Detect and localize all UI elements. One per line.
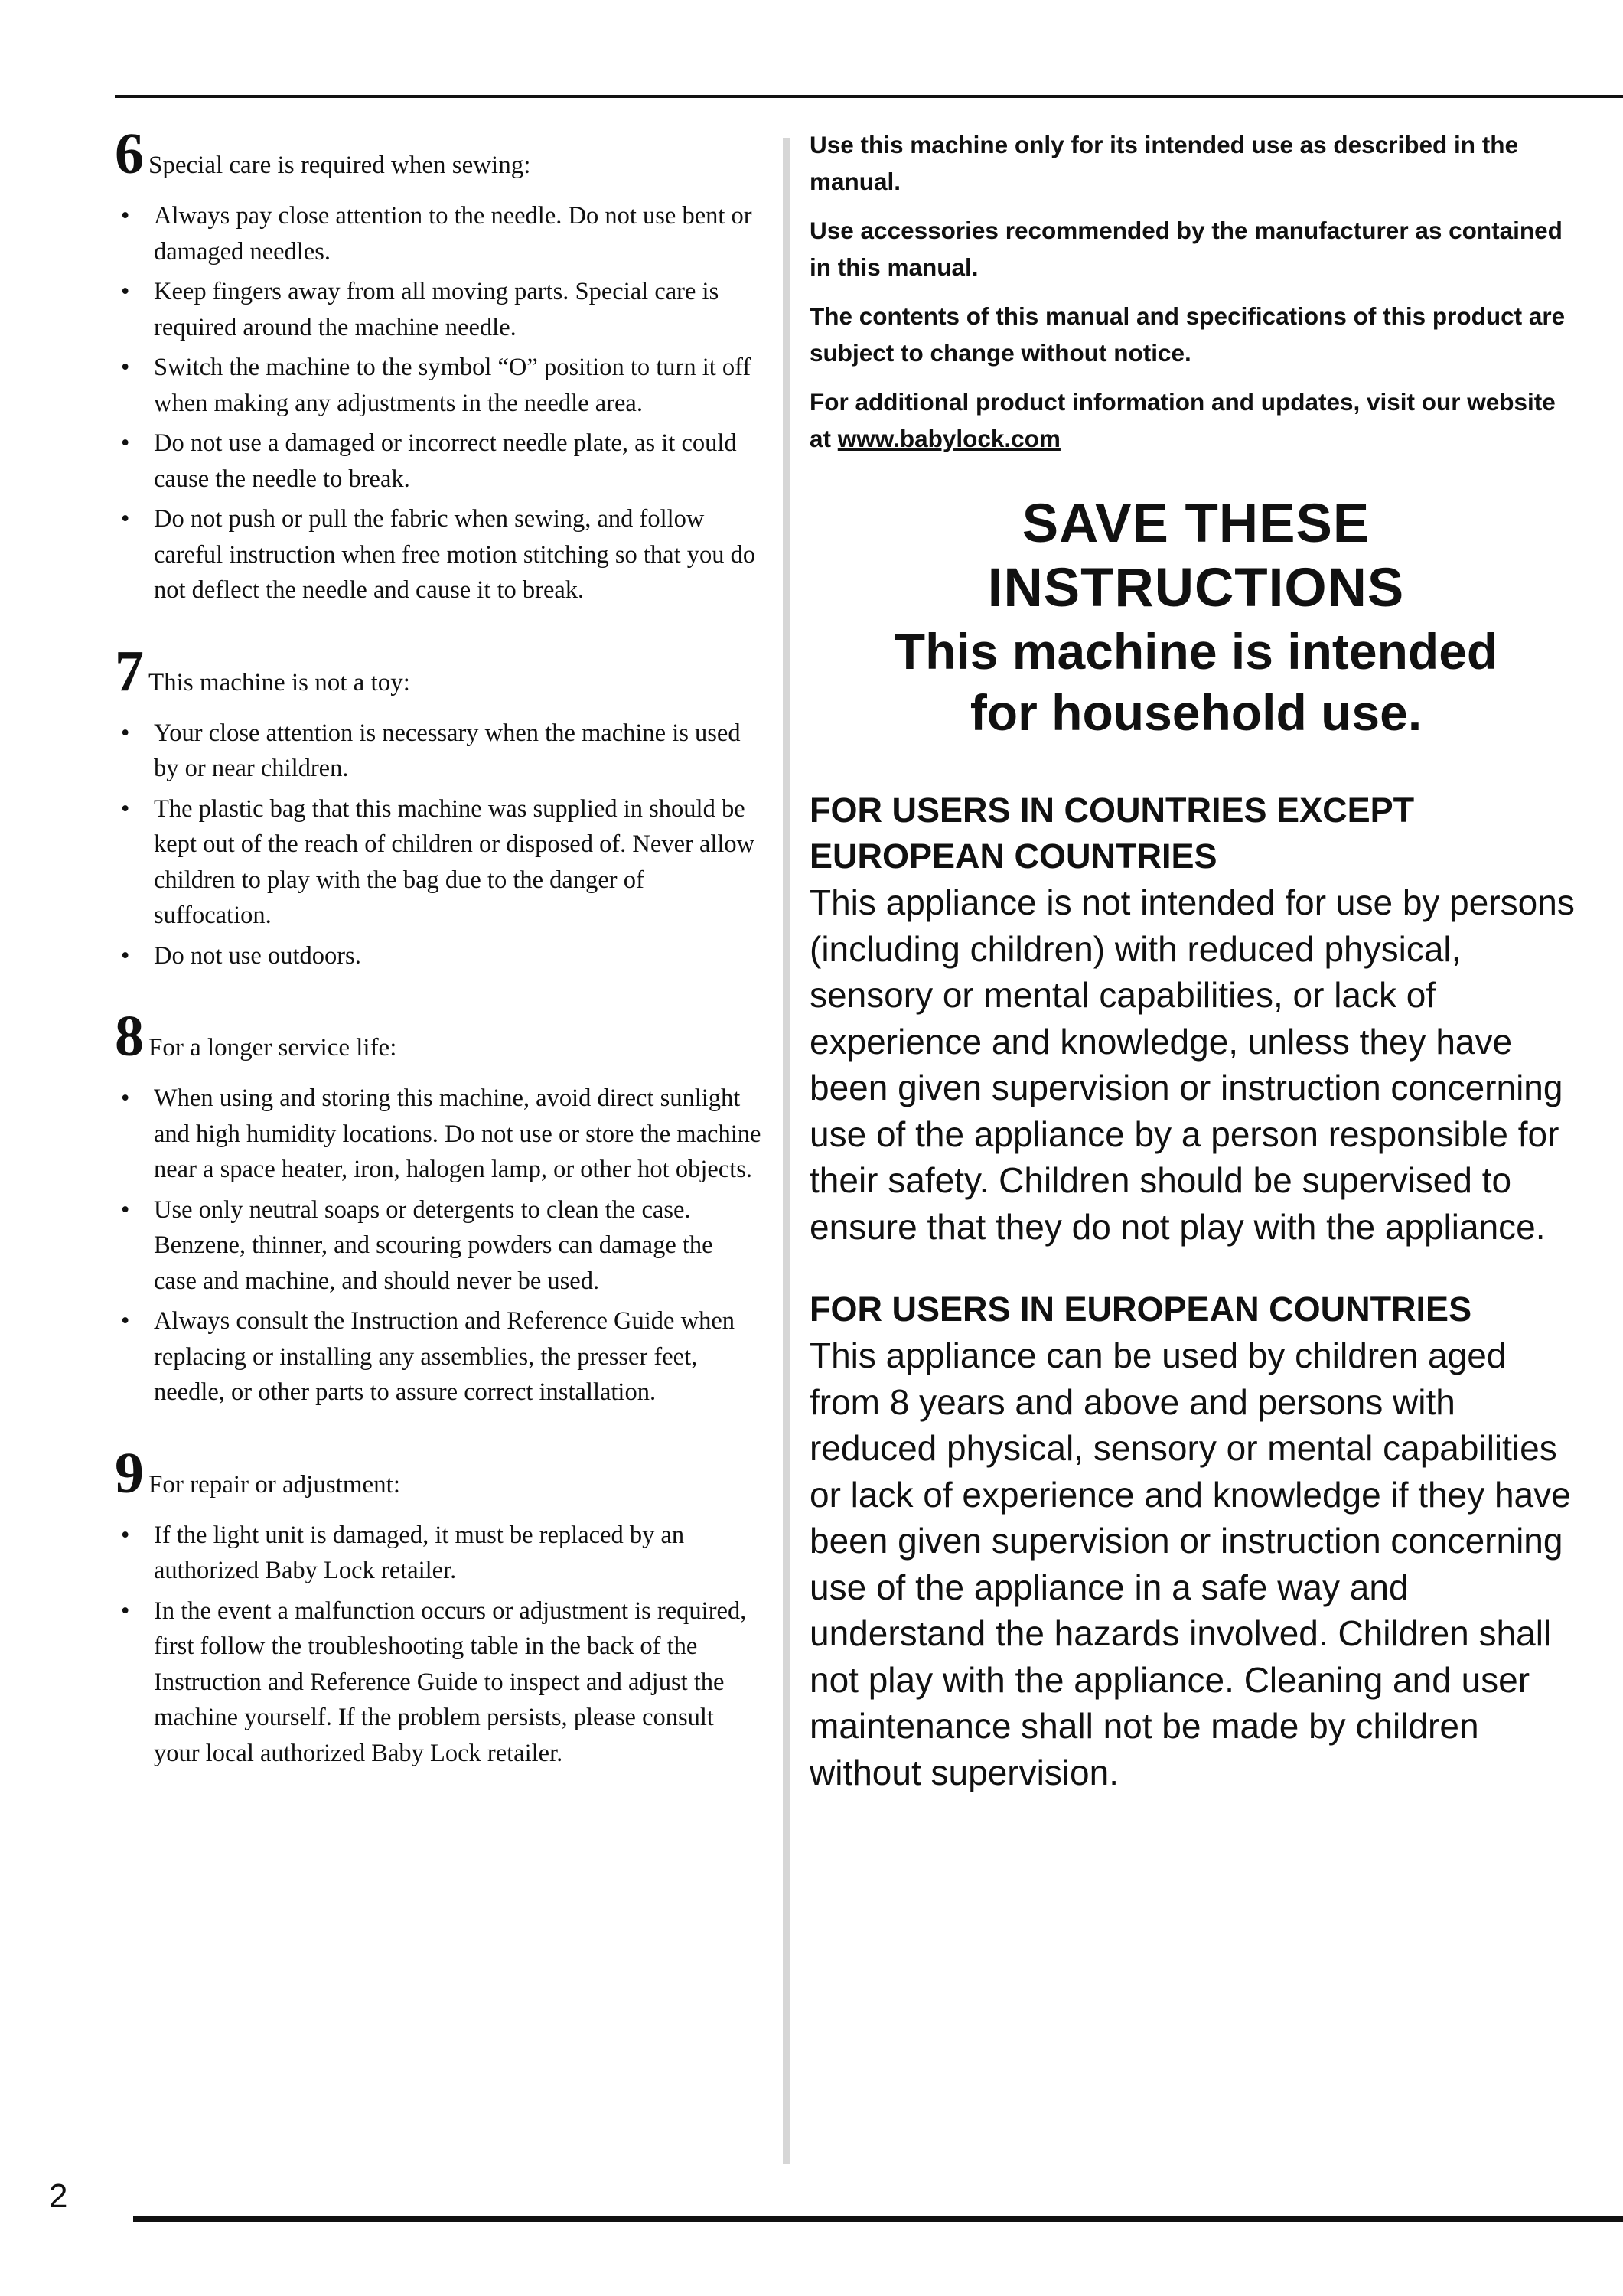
section-number: 8 [115,1004,144,1068]
change-notice: The contents of this manual and specifications of this product are subject to change without notice. [810,302,1566,367]
bullet-icon: • [121,202,130,230]
section-number: 7 [115,638,144,703]
european-users-block [810,1287,1582,1795]
right-column [810,126,1582,1832]
bullet-icon: • [121,429,130,457]
section-title: For repair or adjustment: [148,1470,401,1499]
list-item [115,198,761,269]
section-9 [115,1440,761,1772]
section-8 [115,1004,761,1411]
section-number: 6 [115,122,144,186]
list-item [115,501,761,608]
european-body: This appliance can be used by children aged from 8 years and above and persons with reduced physical, sensory or mental capabilities or lack of experience and knowledge if they have been given supervision or instruction concerning use of the appliance in a safe way and understand the hazards involved. Children shall not play with the appliance. Cleaning and user maintenance shall not be made by children without supervision. [810,1336,1571,1792]
list-item [115,791,761,934]
left-column [115,122,761,1806]
bullet-icon: • [121,505,130,533]
list-item [115,716,761,787]
bullet-list [115,716,761,974]
section-number: 9 [115,1440,144,1505]
section-heading [115,1004,761,1068]
list-item [115,426,761,497]
list-item [115,1518,761,1589]
section-title: For a longer service life: [148,1034,397,1062]
bullet-list [115,1081,761,1411]
non-european-users-block [810,788,1582,1250]
usage-note: Use this machine only for its intended use as described in the manual. [810,131,1518,195]
bullet-icon: • [121,719,130,747]
list-item [115,350,761,421]
section-title: Special care is required when sewing: [148,152,531,179]
bullet-icon: • [121,1307,130,1335]
list-item-text: Switch the machine to the symbol “O” position to turn it off when making any adjustments in the needle area. [154,354,751,417]
list-item-text: Always pay close attention to the needle. Do not use bent or damaged needles. [154,202,752,266]
section-heading [115,1440,761,1505]
list-item-text: When using and storing this machine, avoid direct sunlight and high humidity locations. Do not use or store the machine near a space heater, iron, halogen lamp, or other hot objects. [154,1084,761,1183]
bullet-icon: • [121,1521,130,1549]
list-item-text: If the light unit is damaged, it must be replaced by an authorized Baby Lock retailer. [154,1521,685,1584]
bullet-icon: • [121,278,130,305]
list-item-text: Your close attention is necessary when the machine is used by or near children. [154,719,741,782]
bullet-icon: • [121,1596,130,1625]
section-heading [115,638,761,703]
list-item-text: Do not use a damaged or incorrect needle plate, as it could cause the needle to break. [154,429,737,493]
website-note-text: For additional product information and updates, visit our website at [810,388,1556,452]
save-instructions-block [810,492,1582,743]
bullet-list [115,198,761,608]
list-item-text: The plastic bag that this machine was supplied in should be kept out of the reach of children or disposed of. Never allow children to play with the bag due to the danger of suffocation. [154,794,755,929]
section-heading [115,122,761,186]
list-item-text: Use only neutral soaps or detergents to clean the case. Benzene, thinner, and scouring powders can damage the case and machine, and should never be used. [154,1195,713,1295]
list-item [115,1192,761,1300]
list-item-text: In the event a malfunction occurs or adjustment is required, first follow the troubleshooting table in the back of the Instruction and Reference Guide to inspect and adjust the machine yourself. If the problem persists, please consult your local authorized Baby Lock retailer. [154,1596,747,1767]
list-item [115,938,761,974]
website-link[interactable]: www.babylock.com [837,425,1061,452]
intended-heading-line-2: for household use. [970,684,1423,741]
intended-heading-line-1: This machine is intended [894,623,1498,680]
bottom-rule [133,2216,1623,2222]
accessories-note: Use accessories recommended by the manufacturer as contained in this manual. [810,217,1563,281]
website-note [810,383,1582,457]
section-6 [115,122,761,608]
bullet-list [115,1518,761,1772]
list-item [115,1081,761,1188]
non-european-body: This appliance is not intended for use by persons (including children) with reduced physical, sensory or mental capabilities, or lack of experience and knowledge, unless they have been given supervision or instruction concerning use of the appliance by a person responsible for their safety. Children should be supervised to ensure that they do not play with the appliance. [810,882,1575,1247]
european-heading: FOR USERS IN EUROPEAN COUNTRIES [810,1290,1472,1329]
list-item [115,1303,761,1411]
bullet-icon: • [121,941,130,970]
non-european-heading: FOR USERS IN COUNTRIES EXCEPT EUROPEAN COUNTRIES [810,791,1415,876]
list-item-text: Do not use outdoors. [154,941,361,970]
list-item [115,1593,761,1772]
bullet-icon: • [121,794,130,823]
save-heading-line-1: SAVE THESE [1022,494,1370,554]
section-title: This machine is not a toy: [148,668,410,696]
list-item [115,274,761,345]
column-divider [783,138,790,2164]
bullet-icon: • [121,354,130,381]
list-item-text: Do not push or pull the fabric when sewing, and follow careful instruction when free motion stitching so that you do not deflect the needle and cause it to break. [154,505,756,604]
save-heading-line-2: INSTRUCTIONS [987,558,1405,618]
bullet-icon: • [121,1084,130,1112]
list-item-text: Keep fingers away from all moving parts. Special care is required around the machine needle. [154,278,719,341]
bullet-icon: • [121,1195,130,1224]
list-item-text: Always consult the Instruction and Reference Guide when replacing or installing any assemblies, the presser feet, needle, or other parts to assure correct installation. [154,1307,735,1406]
top-rule [115,95,1623,98]
page-number: 2 [49,2177,68,2215]
section-7 [115,638,761,974]
